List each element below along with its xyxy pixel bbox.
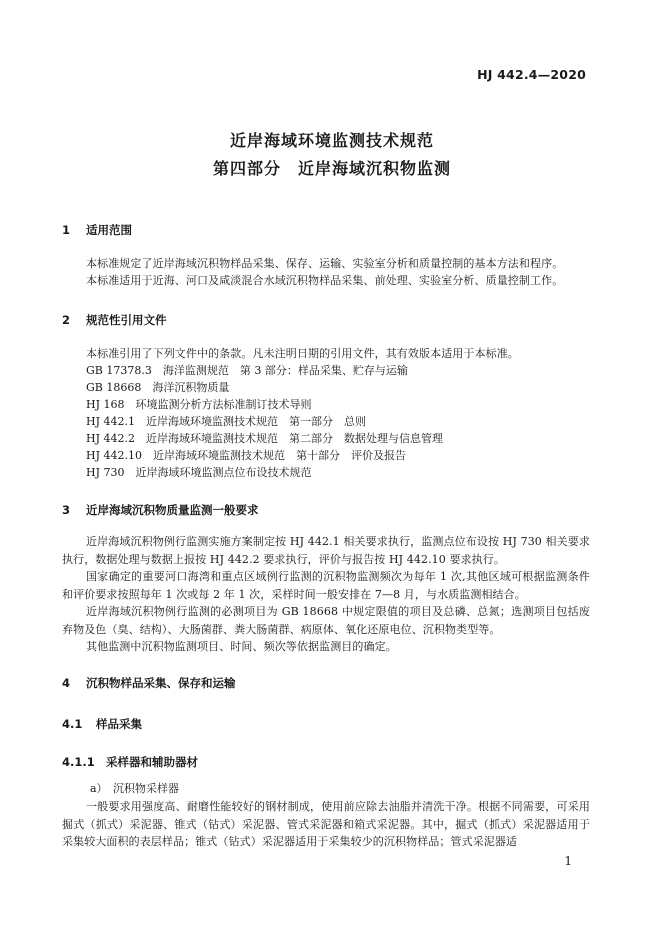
standard-number: HJ 442.4—2020 [477,67,586,82]
section-number: 1 [62,223,71,237]
section-3-paragraph-2: 国家确定的重要河口海湾和重点区域例行监测的沉积物监测频次为每年 1 次,其他区域可根据监测条件和评价要求按照每年 1 次或每 2 年 1 次，采样时间一般安排在 7—8 月，与水质监测相结合。 [62,570,590,601]
section-3-paragraph-3: 近岸海域沉积物例行监测的必测项目为 GB 18668 中规定限值的项目及总磷、总氮；选测项目包括废弃物及色（臭、结构）、大肠菌群、粪大肠菌群、病原体、氧化还原电位、沉积物类型等。 [62,605,590,636]
section-number: 4.1.1 [62,755,95,769]
reference-item: GB 17378.3 海洋监测规范 第 3 部分：样品采集、贮存与运输 [86,364,408,377]
reference-item: HJ 442.1 近岸海域环境监测技术规范 第一部分 总则 [86,415,366,428]
section-3-heading [62,502,259,518]
section-title: 样品采集 [96,717,143,731]
document-title-line1: 近岸海域环境监测技术规范 [229,131,434,150]
section-4-1-heading [62,716,142,732]
section-1-heading [62,222,132,238]
section-title: 适用范围 [86,223,133,237]
section-4-heading [62,675,236,691]
section-number: 4.1 [62,717,83,731]
section-2-heading [62,312,167,328]
section-1-paragraph-2: 本标准适用于近海、河口及咸淡混合水域沉积物样品采集、前处理、实验室分析、质量控制工作。 [86,274,564,287]
section-2-intro: 本标准引用了下列文件中的条款。凡未注明日期的引用文件，其有效版本适用于本标准。 [86,347,519,360]
section-number: 2 [62,313,71,327]
reference-item: HJ 730 近岸海域环境监测点位布设技术规范 [86,466,312,479]
section-title: 采样器和辅助器材 [106,755,199,769]
section-number: 4 [62,676,71,690]
section-3-paragraph-1: 近岸海域沉积物例行监测实施方案制定按 HJ 442.1 相关要求执行，监测点位布设按 HJ 730 相关要求执行，数据处理与数据上报按 HJ 442.2 要求执行，评价与报告按 HJ 442.10 要求执行。 [62,535,590,566]
page-number: 1 [564,854,572,868]
reference-item: HJ 442.2 近岸海域环境监测技术规范 第二部分 数据处理与信息管理 [86,432,443,445]
section-title: 近岸海域沉积物质量监测一般要求 [86,503,259,517]
document-title-line2: 第四部分 近岸海域沉积物监测 [212,159,451,178]
section-title: 规范性引用文件 [86,313,167,327]
list-item-paragraph: 一般要求用强度高、耐磨性能较好的钢材制成，使用前应除去油脂并清洗干净。根据不同需要，可采用掘式（抓式）采泥器、锥式（钻式）采泥器、管式采泥器和箱式采泥器。其中，掘式（抓式）采泥器适用于采集较大面积的表层样品；锥式（钻式）采泥器适用于采集较少的沉积物样品；管式采泥器适 [62,800,590,848]
section-1-paragraph-1: 本标准规定了近岸海域沉积物样品采集、保存、运输、实验室分析和质量控制的基本方法和程序。 [86,257,564,270]
list-item-label: a） 沉积物采样器 [90,782,180,795]
reference-item: GB 18668 海洋沉积物质量 [86,381,230,394]
section-title: 沉积物样品采集、保存和运输 [86,676,236,690]
reference-item: HJ 168 环境监测分析方法标准制订技术导则 [86,398,312,411]
section-3-paragraph-4: 其他监测中沉积物监测项目、时间、频次等依据监测目的确定。 [86,640,397,653]
section-4-1-1-heading [62,754,198,770]
reference-item: HJ 442.10 近岸海域环境监测技术规范 第十部分 评价及报告 [86,449,406,462]
section-number: 3 [62,503,71,517]
